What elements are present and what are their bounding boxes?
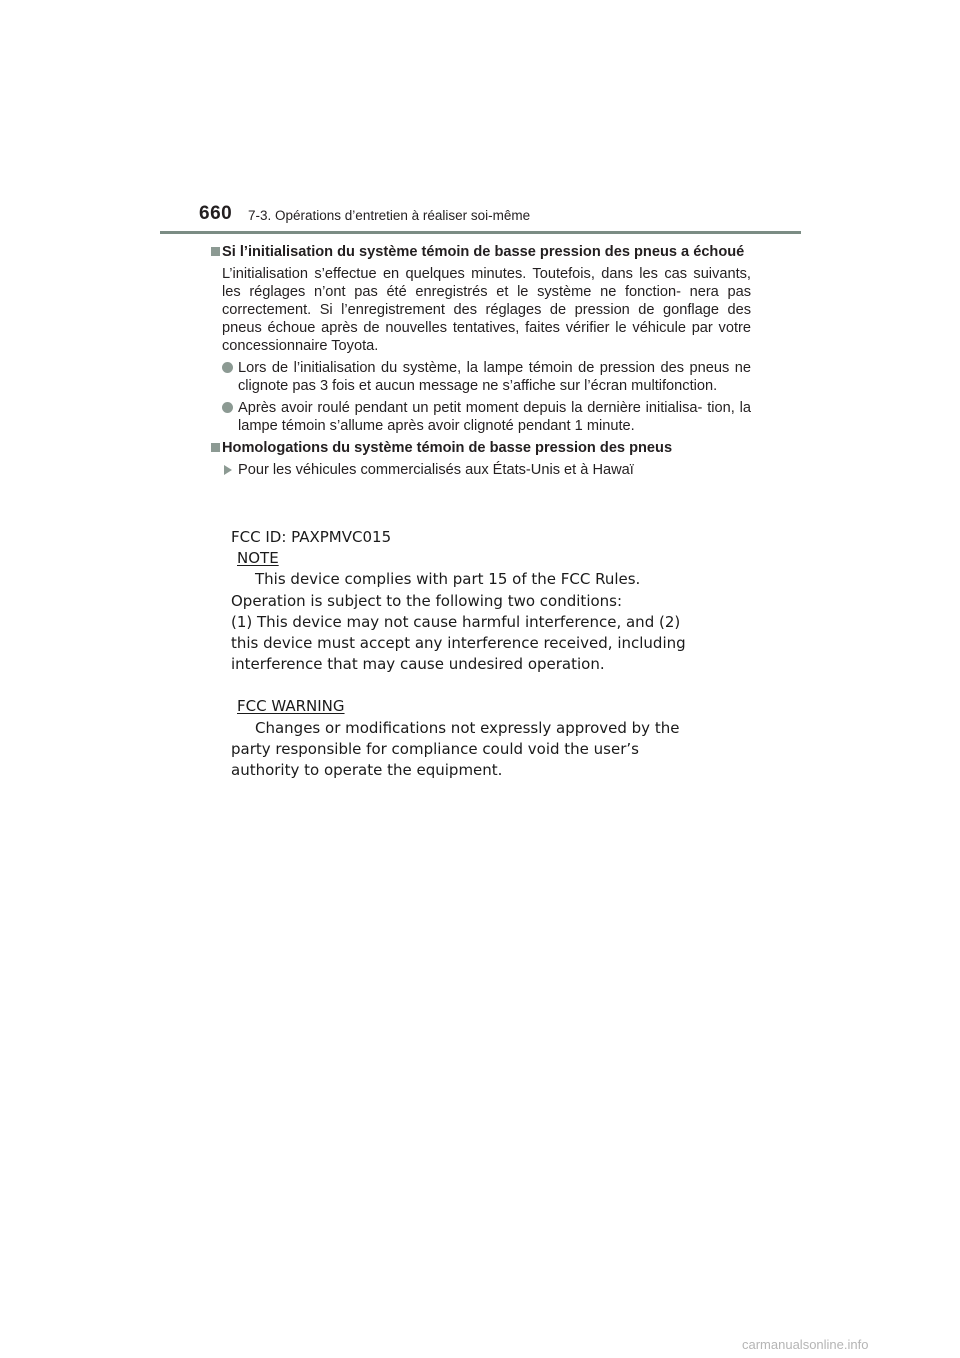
- list-item-text: Après avoir roulé pendant un petit moment depuis la dernière initialisa- tion, la lampe témoin s’allume après avoir clignoté pendant 1 minute.: [238, 400, 751, 434]
- fcc-text-line: This device complies with part 15 of the FCC Rules.: [255, 570, 641, 589]
- sub-item-usa-hawaii: [222, 461, 751, 479]
- main-content: [211, 243, 751, 479]
- watermark-text: carmanualsonline.info: [742, 1337, 869, 1352]
- fcc-text-line: authority to operate the equipment.: [231, 761, 503, 780]
- fcc-text-line: interference that may cause undesired operation.: [231, 655, 605, 674]
- circle-bullet-icon: [222, 402, 233, 413]
- fcc-text-line: party responsible for compliance could void the user’s: [231, 739, 639, 758]
- fcc-text-line: Operation is subject to the following two conditions:: [231, 591, 623, 610]
- chapter-title: 7-3. Opérations d’entretien à réaliser soi-même: [248, 208, 531, 223]
- fcc-notice-image: [229, 527, 749, 781]
- square-bullet-icon: [211, 247, 220, 256]
- section-paragraph: L’initialisation s’effectue en quelques minutes. Toutefois, dans les cas suivants, les réglages n’ont pas été enregistrés et le système ne fonction- nera pas correctement. Si l’enregistrement des réglages de pression de gonflage des pneus échoue après de nouvelles tentatives, faites vérifier le véhicule par votre concessionnaire Toyota.: [222, 266, 751, 354]
- list-item: [222, 399, 751, 435]
- sub-item-text: Pour les véhicules commercialisés aux États-Unis et à Hawaï: [238, 462, 634, 478]
- list-item-text: Lors de l’initialisation du système, la lampe témoin de pression des pneus ne clignote pas 3 fois et aucun message ne s’affiche sur l’écran multifonction.: [238, 360, 751, 394]
- section-heading-homologations: [211, 439, 751, 457]
- section-heading-initialization-failed: [211, 243, 751, 261]
- page-number: 660: [199, 203, 233, 224]
- section-heading-text: Si l’initialisation du système témoin de basse pression des pneus a échoué: [222, 244, 745, 260]
- circle-bullet-icon: [222, 362, 233, 373]
- fcc-text-line: this device must accept any interference received, including: [231, 634, 686, 653]
- triangle-arrow-icon: [224, 465, 232, 475]
- fcc-id-line: FCC ID: PAXPMVC015: [231, 528, 392, 546]
- fcc-warning-heading: FCC WARNING: [237, 697, 345, 716]
- header-divider: [160, 231, 801, 234]
- section-heading-text: Homologations du système témoin de basse pression des pneus: [222, 440, 673, 456]
- fcc-text-line: Changes or modifications not expressly approved by the: [255, 718, 680, 737]
- list-item: [222, 359, 751, 395]
- fcc-text-line: (1) This device may not cause harmful interference, and (2): [231, 612, 681, 631]
- square-bullet-icon: [211, 443, 220, 452]
- fcc-note-heading: NOTE: [237, 549, 279, 568]
